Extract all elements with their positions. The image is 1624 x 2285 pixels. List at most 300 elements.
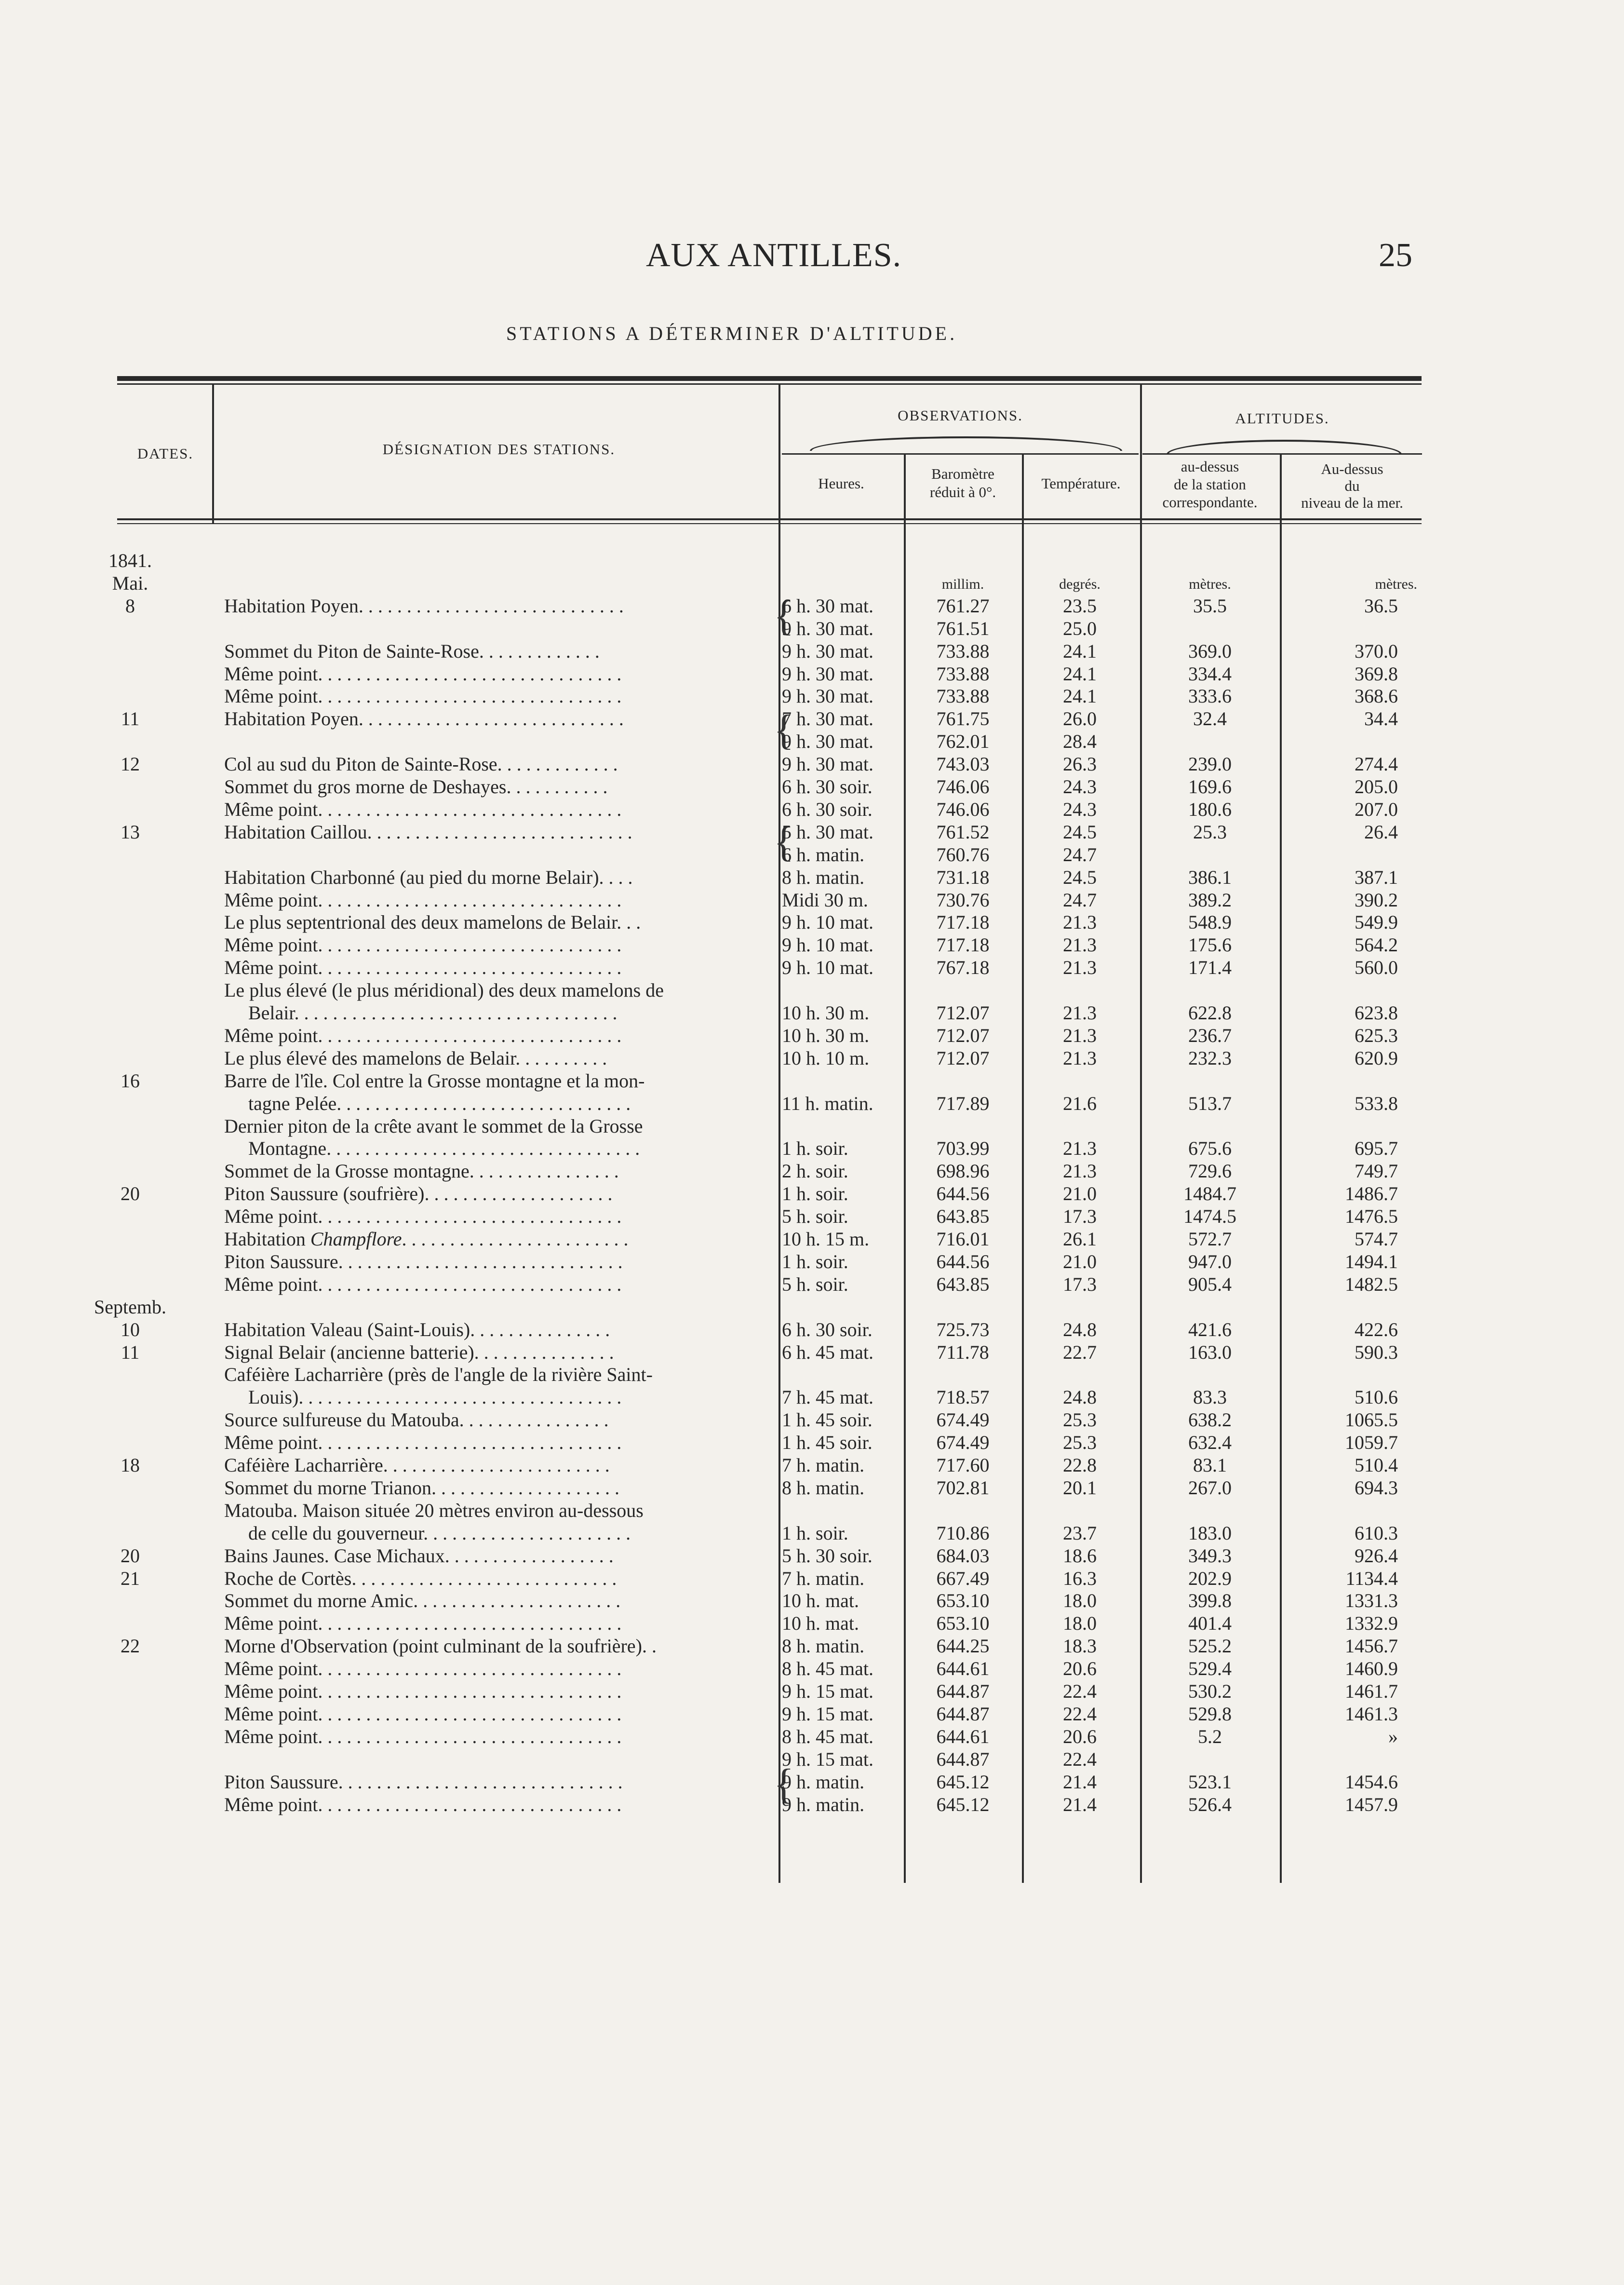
row-station: Même point. . . . . . . . . . . . . . . . . . . . . . . . . . . . . . . . xyxy=(224,1725,622,1747)
row-barometre: 712.07 xyxy=(936,1024,990,1046)
row-heures: 9 h. matin. xyxy=(782,1793,865,1815)
row-temperature: 22.8 xyxy=(1063,1454,1097,1476)
row-barometre: 711.78 xyxy=(937,1341,989,1363)
row-barometre: 674.49 xyxy=(936,1432,990,1454)
row-heures: 1 h. soir. xyxy=(782,1250,848,1272)
row-barometre: 644.56 xyxy=(936,1250,990,1272)
unit-alt-station: mètres. xyxy=(1189,576,1231,592)
row-alt-mer: 625.3 xyxy=(1355,1024,1398,1046)
row-heures: 6 h. 30 soir. xyxy=(782,798,872,820)
alt-subheader-rule xyxy=(1142,453,1422,455)
row-heures: 10 h. 30 m. xyxy=(782,1024,870,1046)
row-temperature: 21.4 xyxy=(1063,1793,1097,1815)
row-barometre: 643.85 xyxy=(936,1273,990,1295)
row-heures: 9 h. 30 mat. xyxy=(782,617,873,639)
row-heures: 10 h. 15 m. xyxy=(782,1228,870,1250)
row-station: Signal Belair (ancienne batterie). . . . . . . . . . . . . . . xyxy=(224,1341,614,1363)
row-alt-mer: 205.0 xyxy=(1355,776,1398,798)
row-barometre: 667.49 xyxy=(936,1567,990,1589)
row-alt-station: 334.4 xyxy=(1188,663,1232,685)
row-station: Même point. . . . . . . . . . . . . . . . . . . . . . . . . . . . . . . . xyxy=(224,934,622,956)
row-heures: 9 h. 30 mat. xyxy=(782,663,873,685)
row-alt-station: 183.0 xyxy=(1188,1522,1232,1544)
row-heures: 9 h. 15 mat. xyxy=(782,1703,873,1725)
row-station: Louis). . . . . . . . . . . . . . . . . . . . . . . . . . . . . . . . . . xyxy=(248,1386,622,1408)
header-alt-mer-2: du xyxy=(1344,477,1360,494)
row-heures: 9 h. 15 mat. xyxy=(782,1748,873,1770)
row-alt-mer: 1461.3 xyxy=(1345,1703,1398,1725)
row-barometre: 717.89 xyxy=(936,1092,990,1114)
row-heures: 1 h. soir. xyxy=(782,1137,848,1160)
row-station: Piton Saussure. . . . . . . . . . . . . . . . . . . . . . . . . . . . . . xyxy=(224,1250,623,1272)
row-date: 11 xyxy=(121,708,140,730)
row-station: Sommet du morne Trianon. . . . . . . . . . . . . . . . . . . . xyxy=(224,1476,620,1499)
row-station: Le plus élevé (le plus méridional) des deux mamelons de xyxy=(224,979,664,1001)
row-alt-station: 632.4 xyxy=(1188,1432,1232,1454)
row-alt-mer: 1482.5 xyxy=(1345,1273,1398,1295)
row-heures: 8 h. matin. xyxy=(782,1635,865,1657)
row-barometre: 710.86 xyxy=(936,1522,990,1544)
row-temperature: 22.4 xyxy=(1063,1680,1097,1702)
row-heures: 9 h. 10 mat. xyxy=(782,911,873,933)
row-temperature: 22.4 xyxy=(1063,1748,1097,1770)
row-temperature: 26.0 xyxy=(1063,708,1097,730)
row-barometre: 761.51 xyxy=(936,617,990,639)
row-station: Même point. . . . . . . . . . . . . . . . . . . . . . . . . . . . . . . . xyxy=(224,1273,622,1295)
row-alt-mer: 368.6 xyxy=(1355,685,1398,707)
top-rule-thick xyxy=(117,376,1422,381)
row-alt-station: 83.3 xyxy=(1193,1386,1227,1408)
row-barometre: 644.61 xyxy=(936,1658,990,1680)
row-temperature: 21.3 xyxy=(1063,1160,1097,1182)
row-barometre: 684.03 xyxy=(936,1544,990,1567)
row-alt-station: 399.8 xyxy=(1188,1590,1232,1612)
running-title: AUX ANTILLES. xyxy=(646,237,902,274)
row-date: Septemb. xyxy=(94,1296,166,1318)
row-alt-station: 947.0 xyxy=(1188,1250,1232,1272)
row-alt-mer: 694.3 xyxy=(1355,1476,1398,1499)
row-barometre: 644.87 xyxy=(936,1748,990,1770)
row-heures: 1 h. 45 soir. xyxy=(782,1409,872,1431)
row-station: Même point. . . . . . . . . . . . . . . . . . . . . . . . . . . . . . . . xyxy=(224,957,622,979)
row-barometre: 712.07 xyxy=(936,1047,990,1069)
row-heures: 11 h. matin. xyxy=(782,1092,873,1114)
row-heures: 9 h. 15 mat. xyxy=(782,1680,873,1702)
row-alt-station: 622.8 xyxy=(1188,1002,1232,1024)
row-date: 21 xyxy=(121,1567,140,1589)
row-temperature: 18.6 xyxy=(1063,1544,1097,1567)
row-alt-station: 529.4 xyxy=(1188,1658,1232,1680)
row-heures: 8 h. 45 mat. xyxy=(782,1658,873,1680)
row-barometre: 703.99 xyxy=(936,1137,990,1160)
row-heures: 1 h. 45 soir. xyxy=(782,1432,872,1454)
row-alt-mer: 207.0 xyxy=(1355,798,1398,820)
row-alt-mer: 590.3 xyxy=(1355,1341,1398,1363)
row-heures: 9 h. matin. xyxy=(782,1771,865,1793)
row-temperature: 21.3 xyxy=(1063,957,1097,979)
row-date: 12 xyxy=(121,753,140,775)
section-title: STATIONS A DÉTERMINER D'ALTITUDE. xyxy=(506,323,958,344)
row-barometre: 743.03 xyxy=(936,753,990,775)
row-alt-mer: 1331.3 xyxy=(1345,1590,1398,1612)
row-station: Source sulfureuse du Matouba. . . . . . . . . . . . . . . . xyxy=(224,1409,609,1431)
row-alt-station: 1484.7 xyxy=(1183,1183,1236,1205)
row-temperature: 20.6 xyxy=(1063,1725,1097,1747)
row-temperature: 21.3 xyxy=(1063,1047,1097,1069)
header-barometre-1: Baromètre xyxy=(931,465,994,482)
row-heures: 8 h. 45 mat. xyxy=(782,1725,873,1747)
row-heures: 5 h. 30 mat. xyxy=(782,821,873,843)
row-barometre: 653.10 xyxy=(936,1590,990,1612)
row-temperature: 21.4 xyxy=(1063,1771,1097,1793)
row-heures: 6 h. matin. xyxy=(782,843,865,865)
row-alt-mer: 510.6 xyxy=(1355,1386,1398,1408)
row-alt-station: 333.6 xyxy=(1188,685,1232,707)
altitudes-brace xyxy=(1167,440,1402,454)
row-date: 22 xyxy=(121,1635,140,1657)
row-alt-station: 163.0 xyxy=(1188,1341,1232,1363)
row-temperature: 21.3 xyxy=(1063,1024,1097,1046)
col-divider-heures xyxy=(904,453,906,1883)
row-barometre: 730.76 xyxy=(936,889,990,911)
row-temperature: 17.3 xyxy=(1063,1205,1097,1228)
row-barometre: 644.87 xyxy=(936,1703,990,1725)
row-heures: 10 h. mat. xyxy=(782,1590,859,1612)
row-station: Habitation Charbonné (au pied du morne Belair). . . . xyxy=(224,866,633,888)
row-date: 8 xyxy=(125,595,135,617)
row-alt-station: 548.9 xyxy=(1188,911,1232,933)
row-heures: 5 h. soir. xyxy=(782,1205,848,1228)
row-station: Sommet du morne Amic. . . . . . . . . . . . . . . . . . . . . . xyxy=(224,1590,621,1612)
row-alt-mer: 1486.7 xyxy=(1345,1183,1398,1205)
row-station: Caféière Lacharrière. . . . . . . . . . . . . . . . . . . . . . . . xyxy=(224,1454,610,1476)
header-alt-mer-1: Au-dessus xyxy=(1321,460,1383,477)
row-station: Barre de l'île. Col entre la Grosse montagne et la mon- xyxy=(224,1069,645,1092)
row-station: Même point. . . . . . . . . . . . . . . . . . . . . . . . . . . . . . . . xyxy=(224,1024,622,1046)
row-station: Habitation Champflore. . . . . . . . . . . . . . . . . . . . . . . . xyxy=(224,1228,629,1250)
row-alt-mer: 610.3 xyxy=(1355,1522,1398,1544)
row-heures: 7 h. 45 mat. xyxy=(782,1386,873,1408)
row-barometre: 644.56 xyxy=(936,1183,990,1205)
unit-alt-mer: mètres. xyxy=(1375,576,1417,592)
header-alt-station-1: au-dessus xyxy=(1181,458,1239,475)
row-alt-mer: 26.4 xyxy=(1364,821,1398,843)
brace-row-8: { xyxy=(774,593,794,639)
header-bottom-rule-2 xyxy=(117,523,1422,524)
row-temperature: 18.0 xyxy=(1063,1590,1097,1612)
row-station: Habitation Poyen. . . . . . . . . . . . . . . . . . . . . . . . . . . . xyxy=(224,708,624,730)
row-temperature: 21.3 xyxy=(1063,911,1097,933)
unit-barometre: millim. xyxy=(941,576,984,592)
header-alt-station-3: correspondante. xyxy=(1162,494,1258,511)
row-station: Même point. . . . . . . . . . . . . . . . . . . . . . . . . . . . . . . . xyxy=(224,1205,622,1228)
row-alt-mer: 1494.1 xyxy=(1345,1250,1398,1272)
row-temperature: 21.3 xyxy=(1063,1137,1097,1160)
row-barometre: 698.96 xyxy=(936,1160,990,1182)
col-divider-barometre xyxy=(1022,453,1024,1883)
row-station: Dernier piton de la crête avant le sommet de la Grosse xyxy=(224,1115,643,1137)
row-station: Même point. . . . . . . . . . . . . . . . . . . . . . . . . . . . . . . . xyxy=(224,889,622,911)
row-heures: 6 h. 30 mat. xyxy=(782,595,873,617)
row-temperature: 24.8 xyxy=(1063,1386,1097,1408)
row-alt-mer: 274.4 xyxy=(1355,753,1398,775)
brace-row-22: { xyxy=(774,1761,794,1808)
brace-row-11: { xyxy=(774,707,794,754)
row-temperature: 21.3 xyxy=(1063,1002,1097,1024)
row-date: 10 xyxy=(121,1318,140,1340)
header-designation: DÉSIGNATION DES STATIONS. xyxy=(382,441,616,458)
row-barometre: 702.81 xyxy=(936,1476,990,1499)
row-barometre: 717.18 xyxy=(936,934,990,956)
row-barometre: 717.18 xyxy=(936,911,990,933)
row-station: Même point. . . . . . . . . . . . . . . . . . . . . . . . . . . . . . . . xyxy=(224,685,622,707)
row-temperature: 16.3 xyxy=(1063,1567,1097,1589)
row-alt-mer: 369.8 xyxy=(1355,663,1398,685)
row-barometre: 645.12 xyxy=(936,1771,990,1793)
row-barometre: 767.18 xyxy=(936,957,990,979)
row-temperature: 24.5 xyxy=(1063,821,1097,843)
row-heures: 9 h. 30 mat. xyxy=(782,685,873,707)
row-alt-station: 232.3 xyxy=(1188,1047,1232,1069)
col-divider-alt-station xyxy=(1280,453,1282,1883)
obs-subheader-rule xyxy=(782,453,1139,455)
row-alt-station: 239.0 xyxy=(1188,753,1232,775)
header-alt-mer-3: niveau de la mer. xyxy=(1301,494,1403,511)
row-station: Piton Saussure (soufrière). . . . . . . . . . . . . . . . . . . . xyxy=(224,1183,613,1205)
row-station: Même point. . . . . . . . . . . . . . . . . . . . . . . . . . . . . . . . xyxy=(224,798,622,820)
row-alt-station: 526.4 xyxy=(1188,1793,1232,1815)
row-alt-station: 369.0 xyxy=(1188,640,1232,662)
row-date: 20 xyxy=(121,1544,140,1567)
row-temperature: 23.7 xyxy=(1063,1522,1097,1544)
row-heures: 9 h. 10 mat. xyxy=(782,957,873,979)
row-alt-station: 905.4 xyxy=(1188,1273,1232,1295)
header-observations: OBSERVATIONS. xyxy=(898,407,1023,424)
row-temperature: 25.3 xyxy=(1063,1409,1097,1431)
row-barometre: 761.52 xyxy=(936,821,990,843)
row-temperature: 21.6 xyxy=(1063,1092,1097,1114)
row-alt-station: 523.1 xyxy=(1188,1771,1232,1793)
row-heures: 8 h. matin. xyxy=(782,1476,865,1499)
row-temperature: 25.0 xyxy=(1063,617,1097,639)
row-station: Même point. . . . . . . . . . . . . . . . . . . . . . . . . . . . . . . . xyxy=(224,1703,622,1725)
row-alt-mer: 564.2 xyxy=(1355,934,1398,956)
row-alt-station: 35.5 xyxy=(1193,595,1227,617)
row-alt-mer: 1065.5 xyxy=(1345,1409,1398,1431)
header-heures: Heures. xyxy=(818,475,864,492)
row-alt-station: 267.0 xyxy=(1188,1476,1232,1499)
unit-temperature: degrés. xyxy=(1059,576,1101,592)
row-alt-station: 32.4 xyxy=(1193,708,1227,730)
row-station: Habitation Valeau (Saint-Louis). . . . . . . . . . . . . . . xyxy=(224,1318,610,1340)
row-heures: 1 h. soir. xyxy=(782,1522,848,1544)
row-barometre: 731.18 xyxy=(936,866,990,888)
row-heures: 9 h. 10 mat. xyxy=(782,934,873,956)
row-barometre: 716.01 xyxy=(936,1228,990,1250)
row-alt-station: 525.2 xyxy=(1188,1635,1232,1657)
row-alt-mer: 36.5 xyxy=(1364,595,1398,617)
row-alt-mer: 1134.4 xyxy=(1345,1567,1398,1589)
row-alt-station: 5.2 xyxy=(1198,1725,1222,1747)
row-barometre: 718.57 xyxy=(936,1386,990,1408)
row-station: Même point. . . . . . . . . . . . . . . . . . . . . . . . . . . . . . . . xyxy=(224,1658,622,1680)
observations-brace xyxy=(810,436,1122,451)
row-temperature: 20.6 xyxy=(1063,1658,1097,1680)
row-alt-mer: 1460.9 xyxy=(1345,1658,1398,1680)
row-station: Matouba. Maison située 20 mètres environ au-dessous xyxy=(224,1499,644,1521)
row-barometre: 761.75 xyxy=(936,708,990,730)
row-barometre: 746.06 xyxy=(936,798,990,820)
row-alt-station: 171.4 xyxy=(1188,957,1232,979)
header-alt-station-2: de la station xyxy=(1174,476,1246,493)
row-station: Le plus élevé des mamelons de Belair. . . . . . . . . . xyxy=(224,1047,607,1069)
row-barometre: 733.88 xyxy=(936,663,990,685)
row-temperature: 18.0 xyxy=(1063,1612,1097,1635)
row-alt-station: 529.8 xyxy=(1188,1703,1232,1725)
row-barometre: 644.61 xyxy=(936,1725,990,1747)
row-station: Sommet du Piton de Sainte-Rose. . . . . . . . . . . . . xyxy=(224,640,600,662)
row-barometre: 746.06 xyxy=(936,776,990,798)
row-station: Sommet de la Grosse montagne. . . . . . . . . . . . . . . . xyxy=(224,1160,619,1182)
row-alt-mer: 1457.9 xyxy=(1345,1793,1398,1815)
row-alt-mer: 1461.7 xyxy=(1345,1680,1398,1702)
row-alt-mer: 370.0 xyxy=(1355,640,1398,662)
row-station: Habitation Caillou. . . . . . . . . . . . . . . . . . . . . . . . . . . . xyxy=(224,821,632,843)
row-alt-station: 175.6 xyxy=(1188,934,1232,956)
row-alt-mer: 560.0 xyxy=(1355,957,1398,979)
header-barometre-2: réduit à 0°. xyxy=(929,484,996,500)
row-alt-station: 25.3 xyxy=(1193,821,1227,843)
row-date: 16 xyxy=(121,1069,140,1092)
row-alt-station: 638.2 xyxy=(1188,1409,1232,1431)
row-barometre: 644.87 xyxy=(936,1680,990,1702)
row-heures: 9 h. 30 mat. xyxy=(782,640,873,662)
row-heures: 5 h. soir. xyxy=(782,1273,848,1295)
row-alt-mer: 695.7 xyxy=(1355,1137,1398,1160)
row-alt-mer: 422.6 xyxy=(1355,1318,1398,1340)
row-station: Même point. . . . . . . . . . . . . . . . . . . . . . . . . . . . . . . . xyxy=(224,1432,622,1454)
row-heures: 1 h. soir. xyxy=(782,1183,848,1205)
row-station: Le plus septentrional des deux mamelons de Belair. . . xyxy=(224,911,641,933)
row-barometre: 733.88 xyxy=(936,685,990,707)
row-heures: 9 h. 30 mat. xyxy=(782,730,873,753)
row-temperature: 22.4 xyxy=(1063,1703,1097,1725)
row-heures: Midi 30 m. xyxy=(782,889,868,911)
row-station: Piton Saussure. . . . . . . . . . . . . . . . . . . . . . . . . . . . . . xyxy=(224,1771,623,1793)
row-heures: 6 h. 45 mat. xyxy=(782,1341,873,1363)
row-alt-station: 349.3 xyxy=(1188,1544,1232,1567)
row-temperature: 25.3 xyxy=(1063,1432,1097,1454)
row-station: Morne d'Observation (point culminant de la soufrière). . xyxy=(224,1635,657,1657)
row-alt-mer: » xyxy=(1388,1725,1398,1747)
row-station: de celle du gouverneur. . . . . . . . . . . . . . . . . . . . . . xyxy=(248,1522,631,1544)
row-alt-station: 169.6 xyxy=(1188,776,1232,798)
row-heures: 6 h. 30 soir. xyxy=(782,776,872,798)
row-alt-mer: 926.4 xyxy=(1355,1544,1398,1567)
row-alt-station: 513.7 xyxy=(1188,1092,1232,1114)
row-alt-station: 202.9 xyxy=(1188,1567,1232,1589)
row-station: Bains Jaunes. Case Michaux. . . . . . . . . . . . . . . . . . xyxy=(224,1544,614,1567)
row-temperature: 18.3 xyxy=(1063,1635,1097,1657)
row-temperature: 20.1 xyxy=(1063,1476,1097,1499)
row-alt-station: 572.7 xyxy=(1188,1228,1232,1250)
row-alt-mer: 1454.6 xyxy=(1345,1771,1398,1793)
row-heures: 5 h. 30 soir. xyxy=(782,1544,872,1567)
row-temperature: 23.5 xyxy=(1063,595,1097,617)
top-rule-thin xyxy=(117,383,1422,385)
row-heures: 9 h. 30 mat. xyxy=(782,753,873,775)
row-date: 1841. xyxy=(108,550,152,571)
row-date: 18 xyxy=(121,1454,140,1476)
row-alt-station: 83.1 xyxy=(1193,1454,1227,1476)
row-alt-mer: 1456.7 xyxy=(1345,1635,1398,1657)
row-alt-mer: 510.4 xyxy=(1355,1454,1398,1476)
row-alt-station: 675.6 xyxy=(1188,1137,1232,1160)
row-heures: 10 h. mat. xyxy=(782,1612,859,1635)
row-alt-station: 530.2 xyxy=(1188,1680,1232,1702)
row-heures: 8 h. matin. xyxy=(782,866,865,888)
row-alt-mer: 387.1 xyxy=(1355,866,1398,888)
row-heures: 10 h. 10 m. xyxy=(782,1047,870,1069)
row-heures: 7 h. 30 mat. xyxy=(782,708,873,730)
row-alt-mer: 620.9 xyxy=(1355,1047,1398,1069)
row-alt-mer: 549.9 xyxy=(1355,911,1398,933)
row-barometre: 760.76 xyxy=(936,843,990,865)
row-barometre: 643.85 xyxy=(936,1205,990,1228)
row-station: Même point. . . . . . . . . . . . . . . . . . . . . . . . . . . . . . . . xyxy=(224,1612,622,1635)
page-number: 25 xyxy=(1379,237,1412,274)
row-barometre: 644.25 xyxy=(936,1635,990,1657)
row-temperature: 28.4 xyxy=(1063,730,1097,753)
row-station: Habitation Poyen. . . . . . . . . . . . . . . . . . . . . . . . . . . . xyxy=(224,595,624,617)
row-alt-mer: 390.2 xyxy=(1355,889,1398,911)
row-date: 13 xyxy=(121,821,140,843)
row-barometre: 712.07 xyxy=(936,1002,990,1024)
row-alt-mer: 34.4 xyxy=(1364,708,1398,730)
row-barometre: 761.27 xyxy=(936,595,990,617)
row-heures: 2 h. soir. xyxy=(782,1160,848,1182)
row-temperature: 22.7 xyxy=(1063,1341,1097,1363)
row-temperature: 24.1 xyxy=(1063,640,1097,662)
row-alt-station: 729.6 xyxy=(1188,1160,1232,1182)
row-alt-station: 386.1 xyxy=(1188,866,1232,888)
row-date: 20 xyxy=(121,1183,140,1205)
row-heures: 10 h. 30 m. xyxy=(782,1002,870,1024)
row-alt-mer: 1059.7 xyxy=(1345,1432,1398,1454)
row-temperature: 24.3 xyxy=(1063,776,1097,798)
row-alt-mer: 749.7 xyxy=(1355,1160,1398,1182)
row-heures: 6 h. 30 soir. xyxy=(782,1318,872,1340)
row-temperature: 24.3 xyxy=(1063,798,1097,820)
row-alt-mer: 623.8 xyxy=(1355,1002,1398,1024)
row-temperature: 21.3 xyxy=(1063,934,1097,956)
row-temperature: 21.0 xyxy=(1063,1250,1097,1272)
row-station: Même point. . . . . . . . . . . . . . . . . . . . . . . . . . . . . . . . xyxy=(224,1793,622,1815)
header-temperature: Température. xyxy=(1041,475,1121,492)
row-alt-mer: 1476.5 xyxy=(1345,1205,1398,1228)
row-heures: 7 h. matin. xyxy=(782,1567,865,1589)
row-alt-mer: 533.8 xyxy=(1355,1092,1398,1114)
row-alt-station: 236.7 xyxy=(1188,1024,1232,1046)
col-divider-observations xyxy=(1140,383,1142,1883)
row-station: Roche de Cortès. . . . . . . . . . . . . . . . . . . . . . . . . . . . xyxy=(224,1567,617,1589)
row-temperature: 24.7 xyxy=(1063,843,1097,865)
row-alt-station: 180.6 xyxy=(1188,798,1232,820)
header-dates: DATES. xyxy=(137,445,194,462)
row-barometre: 653.10 xyxy=(936,1612,990,1635)
row-temperature: 17.3 xyxy=(1063,1273,1097,1295)
row-station: Même point. . . . . . . . . . . . . . . . . . . . . . . . . . . . . . . . xyxy=(224,1680,622,1702)
